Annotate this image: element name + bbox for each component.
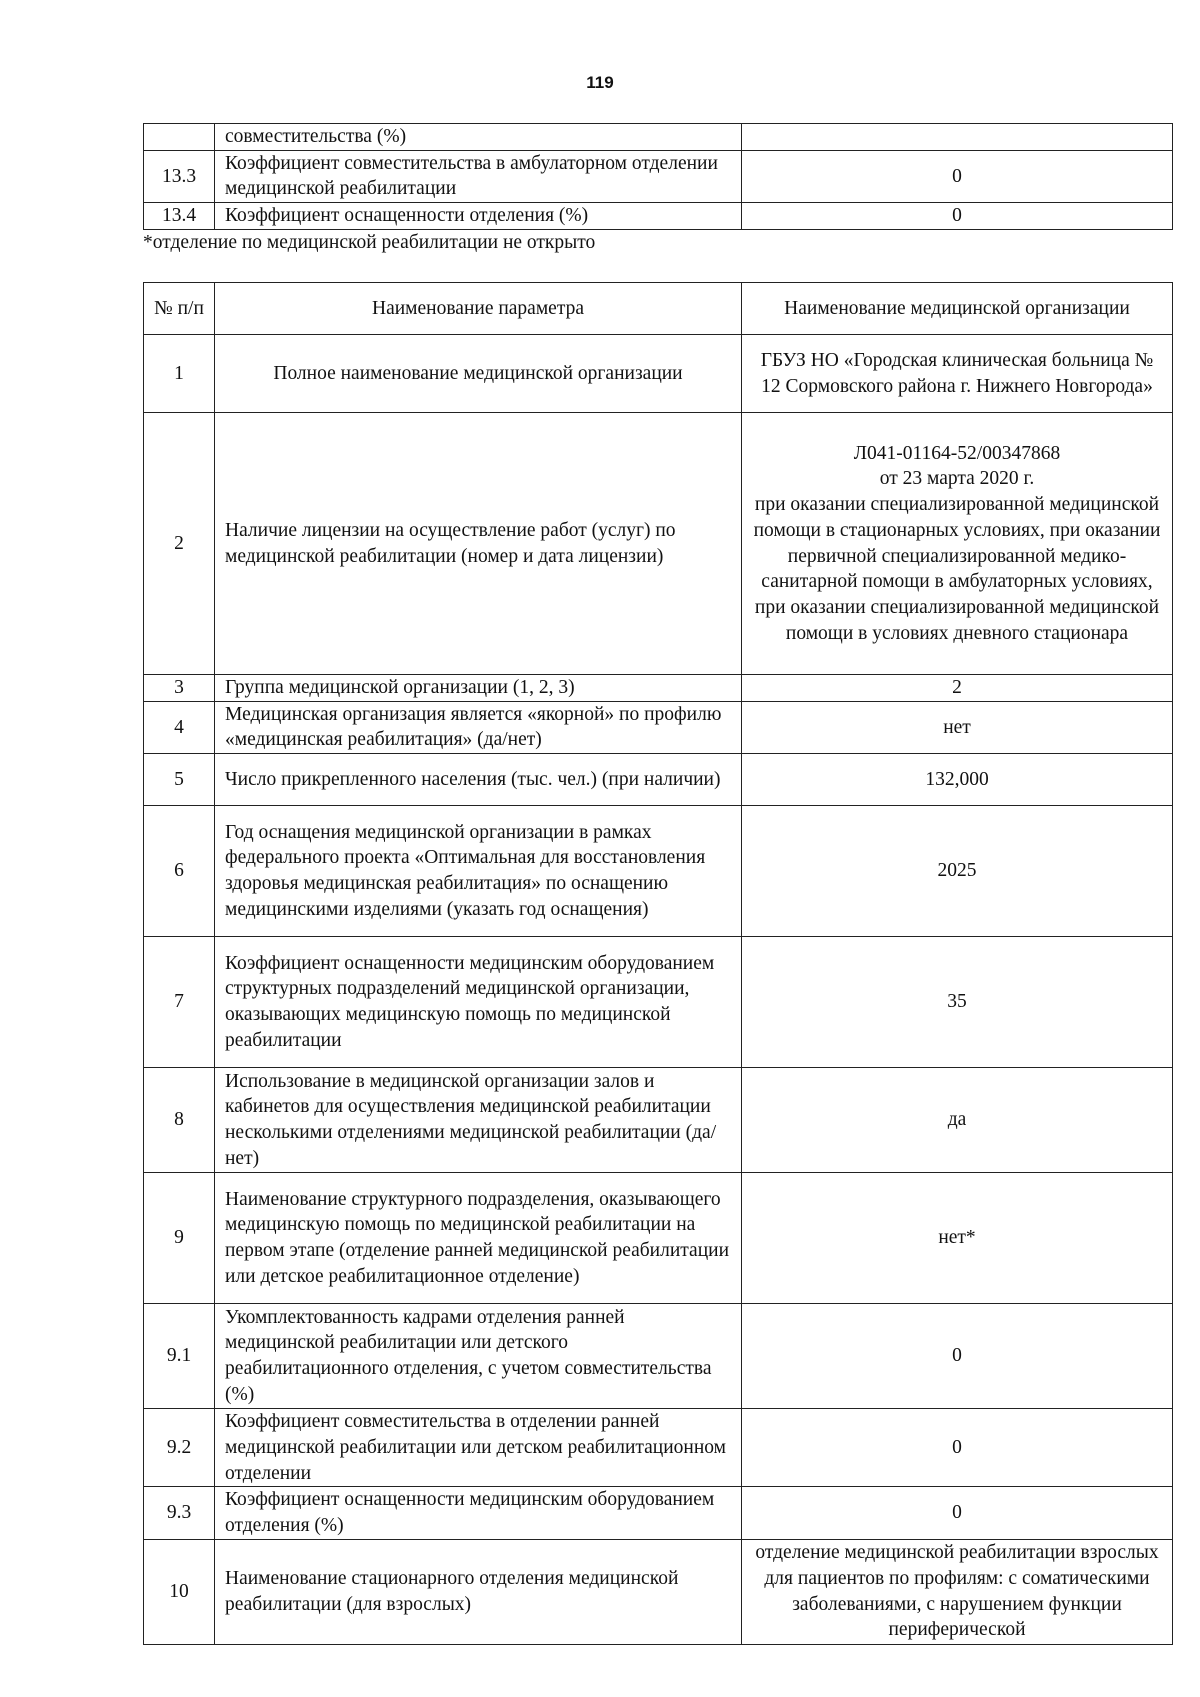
- parameter-value: 132,000: [742, 754, 1173, 806]
- parameter-name: Наименование стационарного отделения медицинской реабилитации (для взрослых): [215, 1539, 742, 1644]
- parameter-name: Коэффициент совместительства в амбулаторном отделении медицинской реабилитации: [215, 150, 742, 202]
- row-number: 9.1: [144, 1304, 215, 1409]
- row-number: 13.3: [144, 150, 215, 202]
- parameter-value: 0: [742, 150, 1173, 202]
- table-row: [144, 1539, 1173, 1644]
- parameter-value: отделение медицинской реабилитации взрослых для пациентов по профилям: с соматическими заболеваниями, с нарушением функции периферической: [742, 1539, 1173, 1644]
- table-row: [144, 1173, 1173, 1304]
- header-organization: Наименование медицинской организации: [742, 283, 1173, 335]
- table-row: [144, 1487, 1173, 1539]
- page-number: 119: [586, 73, 614, 92]
- table-row: [144, 1068, 1173, 1173]
- parameter-value: да: [742, 1068, 1173, 1173]
- table-row: [144, 675, 1173, 702]
- parameter-value: [742, 124, 1173, 151]
- row-number: 8: [144, 1068, 215, 1173]
- table-row: [144, 413, 1173, 675]
- table-row: [144, 203, 1173, 230]
- continued-table: [143, 123, 1173, 230]
- table-row: [144, 1409, 1173, 1487]
- table-row: [144, 1304, 1173, 1409]
- parameter-value: 2025: [742, 806, 1173, 937]
- table-row: [144, 937, 1173, 1068]
- parameter-name: Год оснащения медицинской организации в рамках федерального проекта «Оптимальная для восстановления здоровья медицинская реабилитация» по оснащению медицинскими изделиями (указать год оснащения): [215, 806, 742, 937]
- row-number: 4: [144, 701, 215, 753]
- parameter-value: 35: [742, 937, 1173, 1068]
- parameter-name: Использование в медицинской организации залов и кабинетов для осуществления медицинской реабилитации несколькими отделениями медицинской реабилитации (да/нет): [215, 1068, 742, 1173]
- table-row: [144, 701, 1173, 753]
- row-number: 13.4: [144, 203, 215, 230]
- parameter-value: ГБУЗ НО «Городская клиническая больница № 12 Сормовского района г. Нижнего Новгорода»: [742, 335, 1173, 413]
- header-number: № п/п: [144, 283, 215, 335]
- parameter-name: Полное наименование медицинской организации: [215, 335, 742, 413]
- table-row: [144, 754, 1173, 806]
- parameter-name: Укомплектованность кадрами отделения ранней медицинской реабилитации или детского реабилитационного отделения, с учетом совместительства (%): [215, 1304, 742, 1409]
- parameter-value: нет*: [742, 1173, 1173, 1304]
- parameter-value: 0: [742, 1487, 1173, 1539]
- parameter-name: Коэффициент совместительства в отделении ранней медицинской реабилитации или детском реабилитационном отделении: [215, 1409, 742, 1487]
- parameter-value: 0: [742, 1304, 1173, 1409]
- parameter-name: Коэффициент оснащенности медицинским оборудованием отделения (%): [215, 1487, 742, 1539]
- row-number: 5: [144, 754, 215, 806]
- parameter-value: 0: [742, 1409, 1173, 1487]
- row-number: 7: [144, 937, 215, 1068]
- parameter-value: 0: [742, 203, 1173, 230]
- parameter-name: Коэффициент оснащенности отделения (%): [215, 203, 742, 230]
- row-number: 10: [144, 1539, 215, 1644]
- table-row: [144, 150, 1173, 202]
- row-number: 9.2: [144, 1409, 215, 1487]
- parameter-name: Наименование структурного подразделения, оказывающего медицинскую помощь по медицинской реабилитации на первом этапе (отделение ранней медицинской реабилитации или детское реабилитационное отделение): [215, 1173, 742, 1304]
- row-number: 3: [144, 675, 215, 702]
- parameter-value: 2: [742, 675, 1173, 702]
- table-row: [144, 124, 1173, 151]
- footnote: *отделение по медицинской реабилитации не открыто: [143, 232, 596, 253]
- table-row: [144, 806, 1173, 937]
- header-row: [144, 283, 1173, 335]
- parameter-name: Медицинская организация является «якорной» по профилю «медицинская реабилитация» (да/нет): [215, 701, 742, 753]
- row-number: 1: [144, 335, 215, 413]
- row-number: 2: [144, 413, 215, 675]
- row-number: 9: [144, 1173, 215, 1304]
- parameter-name: совместительства (%): [215, 124, 742, 151]
- parameter-name: Наличие лицензии на осуществление работ (услуг) по медицинской реабилитации (номер и дата лицензии): [215, 413, 742, 675]
- parameters-table: [143, 282, 1173, 1645]
- row-number: [144, 124, 215, 151]
- parameter-name: Число прикрепленного населения (тыс. чел.) (при наличии): [215, 754, 742, 806]
- parameter-name: Коэффициент оснащенности медицинским оборудованием структурных подразделений медицинской организации, оказывающих медицинскую помощь по медицинской реабилитации: [215, 937, 742, 1068]
- parameter-value: Л041-01164-52/00347868 от 23 марта 2020 г. при оказании специализированной медицинской помощи в стационарных условиях, при оказании первичной специализированной медико-санитарной помощи в амбулаторных условиях, при оказании специализированной медицинской помощи в условиях дневного стационара: [742, 413, 1173, 675]
- row-number: 9.3: [144, 1487, 215, 1539]
- row-number: 6: [144, 806, 215, 937]
- parameter-value: нет: [742, 701, 1173, 753]
- parameter-name: Группа медицинской организации (1, 2, 3): [215, 675, 742, 702]
- header-parameter: Наименование параметра: [215, 283, 742, 335]
- table-row: [144, 335, 1173, 413]
